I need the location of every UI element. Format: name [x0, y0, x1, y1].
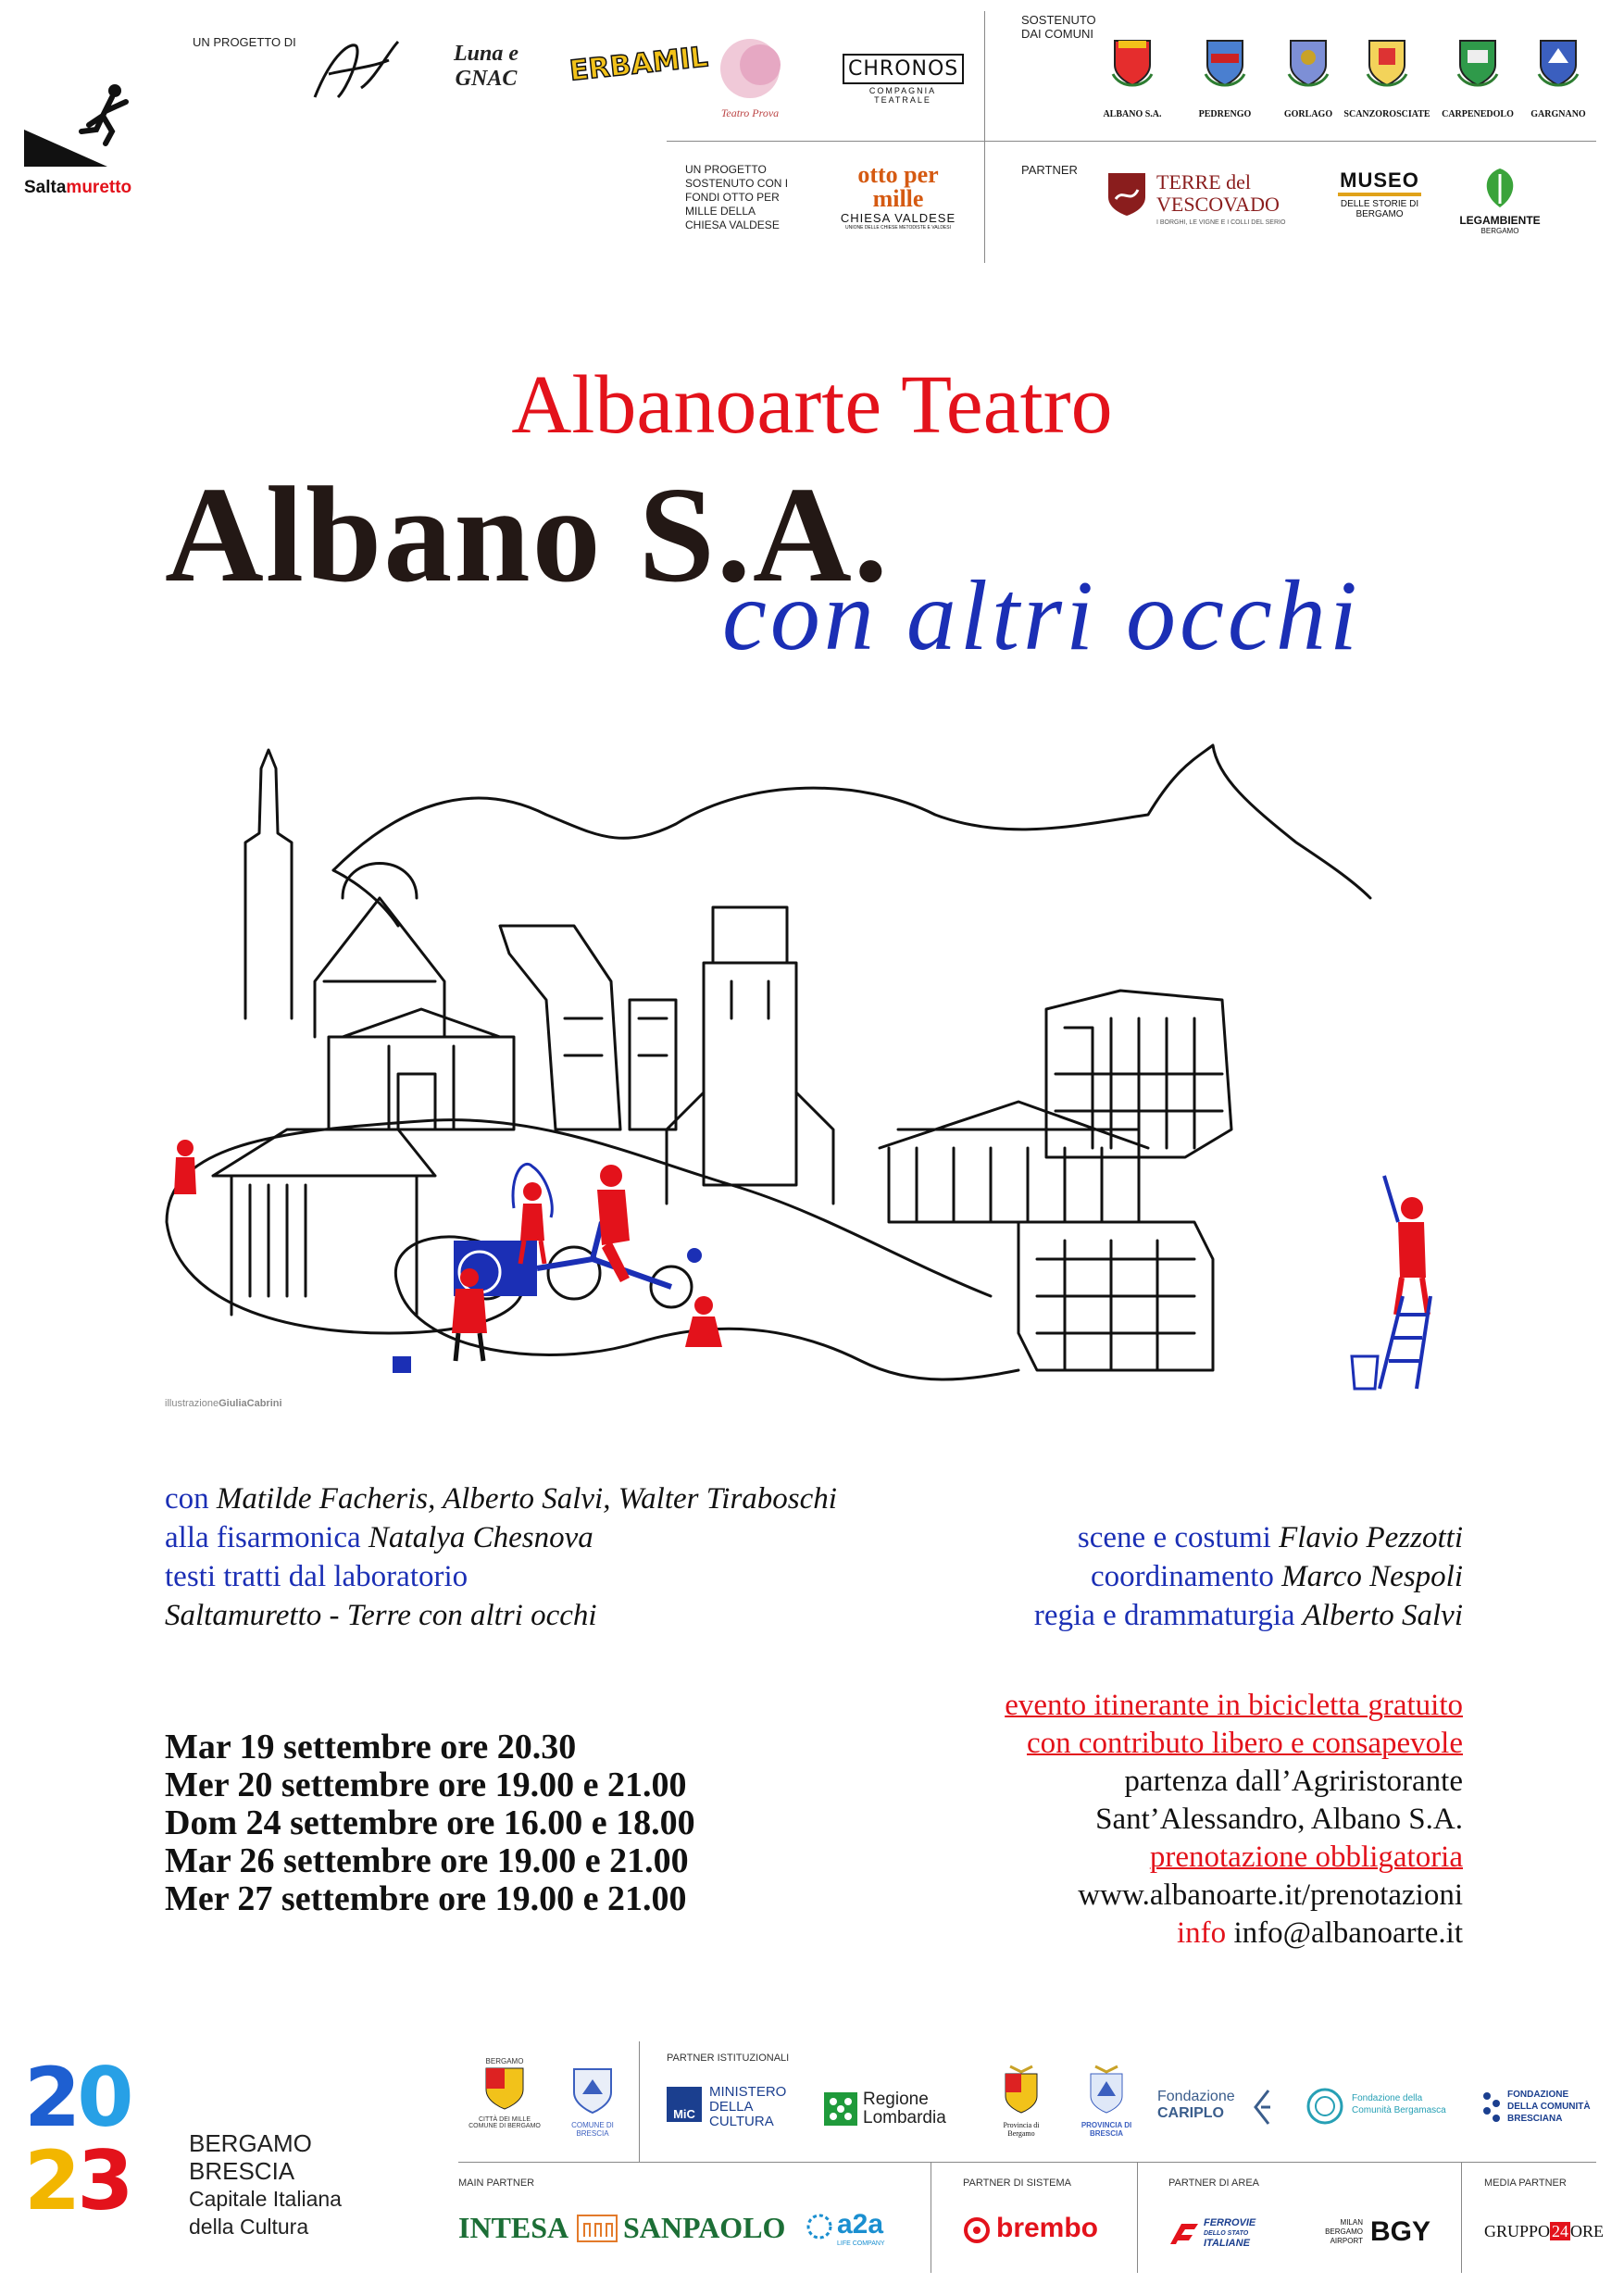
ottopermille-unione: UNIONE DELLE CHIESE METODISTE E VALDESI [844, 225, 951, 231]
event-partenza: partenza dall’Agriristorante [1124, 1765, 1463, 1798]
gruppo-ore: ORE [1570, 2222, 1605, 2240]
ferrovie-line2: DELLO STATO [1204, 2230, 1249, 2237]
portico-roof [880, 1102, 1148, 1222]
cariplo-line1: Fondazione [1157, 2089, 1235, 2104]
provincia-brescia-logo [1074, 2065, 1139, 2138]
credit-label: con [165, 1482, 209, 1516]
year-bottom: 23 [24, 2133, 131, 2228]
title-albano-sa: Albano S.A. [165, 459, 890, 611]
ministero-line2: DELLA [709, 2099, 754, 2115]
chronos-subtext: COMPAGNIA TEATRALE [868, 86, 937, 105]
label-main-partner: MAIN PARTNER [458, 2177, 535, 2189]
crest-scanzorosciate-icon [1366, 37, 1408, 89]
crest-gargnano-icon [1537, 37, 1580, 89]
bgy-logo [1313, 2216, 1433, 2253]
paint-bucket [1352, 1356, 1378, 1389]
label-istituzionali: PARTNER ISTITUZIONALI [667, 2053, 790, 2064]
crest-pedrengo-icon [1204, 37, 1246, 89]
label-partner-area: PARTNER DI AREA [1168, 2177, 1260, 2189]
comunita-bs-line3: BRESCIANA [1507, 2114, 1563, 2124]
capital-cultura: della Cultura [189, 2215, 309, 2239]
girl-left-figure [174, 1140, 196, 1194]
comune-albano: ALBANO S.A. [1103, 109, 1162, 119]
event-itinerante: evento itinerante in bicicletta gratuito [1005, 1689, 1463, 1722]
hills-outline [333, 745, 1370, 898]
comunita-bs-dots-icon [1481, 2090, 1504, 2124]
ferrovie-line3: ITALIANE [1204, 2238, 1250, 2249]
prov-bergamo-label: Provincia di Bergamo [1003, 2121, 1040, 2138]
capitale-cultura-logo [24, 2050, 394, 2270]
terre-shield-icon [1106, 171, 1147, 218]
bergamo-sub: CITTÀ DEI MILLE [478, 2116, 531, 2123]
footer-hdivider [458, 2162, 1596, 2163]
brescia-label: COMUNE DI BRESCIA [571, 2121, 614, 2138]
intesa-symbol-icon [577, 2215, 618, 2242]
info-email-link[interactable]: info@albanoarte.it [1233, 1916, 1463, 1950]
label-media-partner: MEDIA PARTNER [1484, 2177, 1567, 2189]
comune-bergamo-logo [458, 2057, 551, 2129]
brembo-logo [963, 2213, 1120, 2250]
comune-gargnano: GARGNANO [1530, 109, 1586, 119]
footer-divider-3 [1137, 2162, 1138, 2273]
credit-name2: Cabrini [246, 1398, 282, 1409]
ladder [1380, 1296, 1430, 1389]
ottopermille-logo [838, 163, 958, 231]
ottopermille-text: otto per mille [857, 161, 939, 212]
crest-carpenedolo-icon [1456, 37, 1499, 89]
comune-gorlago: GORLAGO [1283, 109, 1333, 119]
erbamil-text: ERBAMIL [568, 41, 710, 88]
a2a-circle-icon [806, 2213, 833, 2240]
jumping-figure-icon [24, 74, 172, 176]
comunita-bs-line2: DELLA COMUNITÀ [1507, 2102, 1591, 2112]
event-info-line [722, 1915, 1463, 1953]
capital-brescia: BRESCIA [189, 2157, 295, 2185]
credit-value: Saltamuretto - Terre con altri occhi [165, 1599, 597, 1632]
bgy-text: BGY [1370, 2216, 1431, 2247]
credit-scene [833, 1518, 1463, 1557]
chronos-text: CHRONOS [843, 54, 964, 84]
brembo-circle-icon [963, 2216, 991, 2244]
legambiente-logo [1449, 167, 1551, 235]
bell-tower [245, 750, 292, 1018]
terre-subtext: I BORGHI, LE VIGNE E I COLLI DEL SERIO [1156, 219, 1286, 226]
event-info [722, 1687, 1463, 1953]
credits-right [833, 1518, 1463, 1635]
museo-logo [1338, 168, 1421, 219]
comune-pedrengo: PEDRENGO [1198, 109, 1252, 119]
ferrovie-line1: FERROVIE [1204, 2217, 1256, 2228]
bgy-small: MILAN BERGAMO AIRPORT [1325, 2218, 1363, 2245]
credit-prefix: illustrazione [165, 1398, 219, 1409]
mic-badge: MiC [667, 2087, 702, 2122]
comunita-bg-line1: Fondazione della [1352, 2093, 1423, 2103]
brand-part1: Salta [24, 178, 67, 197]
central-building [500, 926, 620, 1129]
label-fondi: UN PROGETTO SOSTENUTO CON I FONDI OTTO PER MILLE DELLA CHIESA VALDESE [685, 163, 789, 231]
rosa-camuna-icon [824, 2092, 857, 2126]
comunita-bg-line2: Comunità Bergamasca [1352, 2105, 1446, 2115]
gruppo-24: 24 [1552, 2222, 1569, 2240]
fs-arrow-icon [1168, 2220, 1200, 2248]
a-signature-logo [306, 32, 407, 106]
gruppo24ore-logo [1484, 2222, 1604, 2241]
regione-line2: Lombardia [863, 2108, 946, 2128]
credit-value: Matilde Facheris, Alberto Salvi, Walter Tiraboschi [216, 1482, 837, 1516]
child-balloon-figure [685, 1296, 722, 1347]
capital-italiana: Capitale Italiana [189, 2187, 342, 2211]
event-website-link[interactable]: www.albanoarte.it/prenotazioni [1078, 1878, 1463, 1912]
provincia-bergamo-logo [989, 2065, 1054, 2138]
teatro-prova-circle-icon [699, 37, 801, 102]
a2a-logo [806, 2209, 907, 2255]
chronos-logo [843, 54, 963, 105]
houses-mid [630, 1000, 676, 1129]
comune-brescia-logo [556, 2066, 630, 2138]
credit-value: Marco Nespoli [1281, 1560, 1463, 1593]
crest-gorlago-icon [1287, 37, 1330, 89]
pergola [213, 1129, 435, 1315]
regione-line1: Regione [863, 2090, 929, 2109]
illustration-credit [165, 1398, 282, 1409]
blue-ball [687, 1248, 702, 1263]
brembo-text: brembo [996, 2213, 1099, 2243]
paint-roller [1384, 1176, 1398, 1222]
label-progetto: UN PROGETTO DI [193, 35, 296, 49]
fondazione-cariplo-logo [1157, 2087, 1278, 2133]
legambiente-subtext: BERGAMO [1480, 227, 1519, 235]
credit-label: scene e costumi [1077, 1521, 1271, 1554]
small-bucket [393, 1356, 411, 1373]
title-albanoarte-teatro: Albanoarte Teatro [511, 359, 1113, 451]
event-prenotazione: prenotazione obbligatoria [1149, 1841, 1463, 1874]
prov-bergamo-crest-icon [1003, 2065, 1040, 2116]
credit-cast [165, 1479, 998, 1518]
cariplo-line2: CARIPLO [1157, 2105, 1224, 2121]
title-con-altri-occhi: con altri occhi [722, 561, 1361, 671]
bergamo-top: BERGAMO [485, 2057, 524, 2065]
castle-tower [667, 907, 833, 1204]
label-sostenuto: SOSTENUTO DAI COMUNI [1021, 13, 1096, 41]
comune-scanzorosciate: SCANZOROSCIATE [1343, 109, 1430, 119]
header-divider [984, 11, 985, 263]
legambiente-leaf-icon [1480, 167, 1520, 209]
comune-carpenedolo: CARPENEDOLO [1442, 109, 1514, 119]
comunita-bs-line1: FONDAZIONE [1507, 2090, 1569, 2100]
crest-albano-icon [1111, 37, 1154, 89]
credit-regia [833, 1596, 1463, 1635]
erbamil-logo [568, 41, 710, 87]
date-item: Mar 19 settembre ore 20.30 [165, 1728, 577, 1766]
gruppo-text: GRUPPO [1484, 2222, 1551, 2240]
teatro-prova-logo [699, 37, 801, 120]
museo-subtext: DELLE STORIE DI BERGAMO [1340, 199, 1419, 219]
terre-text: TERRE del VESCOVADO [1156, 170, 1280, 216]
year-top: 20 [24, 2050, 131, 2145]
label-partner-sistema: PARTNER DI SISTEMA [963, 2177, 1071, 2189]
date-item: Dom 24 settembre ore 16.00 e 18.00 [165, 1803, 695, 1842]
ottopermille-chiesa: CHIESA VALDESE [840, 211, 956, 225]
luna-gnac-text: Luna e GNAC [453, 42, 518, 91]
credit-label: alla fisarmonica [165, 1521, 361, 1554]
museo-text: MUSEO [1338, 168, 1421, 196]
fondazione-comunita-bg-logo [1305, 2085, 1463, 2131]
date-item: Mer 20 settembre ore 19.00 e 21.00 [165, 1766, 687, 1804]
legambiente-text: LEGAMBIENTE [1459, 214, 1541, 227]
brescia-crest-icon [571, 2066, 614, 2116]
event-luogo: Sant’Alessandro, Albano S.A. [1095, 1803, 1463, 1836]
church [315, 864, 514, 1130]
footer-divider-1 [639, 2041, 640, 2162]
credit-value: Alberto Salvi [1302, 1599, 1463, 1632]
a2a-text: a2a [837, 2209, 884, 2240]
ministero-line3: CULTURA [709, 2114, 774, 2129]
credit-value: Flavio Pezzotti [1279, 1521, 1463, 1554]
comunita-bg-circle-icon [1305, 2087, 1344, 2126]
credit-label: coordinamento [1090, 1560, 1274, 1593]
credit-label: regia e drammaturgia [1033, 1599, 1295, 1632]
prov-brescia-crest-icon [1088, 2065, 1125, 2116]
bergamo-crest-icon [483, 2065, 526, 2112]
luna-gnac-logo [426, 42, 546, 92]
header-hdivider [667, 141, 1596, 142]
fondazione-comunita-bs-logo [1481, 2085, 1602, 2131]
ferrovie-logo [1168, 2216, 1289, 2253]
dates-list [165, 1728, 695, 1918]
apartment-block [1046, 991, 1231, 1157]
a2a-subtext: LIFE COMPANY [837, 2240, 885, 2247]
terrace-building [1018, 1222, 1213, 1370]
ministero-logo [667, 2081, 806, 2146]
info-label: info [1177, 1916, 1227, 1950]
brand-part2: muretto [66, 178, 132, 197]
ministero-line1: MINISTERO [709, 2084, 787, 2100]
intesa-text: INTESA [458, 2211, 569, 2244]
bergamo-label: COMUNE DI BERGAMO [468, 2123, 541, 2129]
town-illustration [157, 741, 1472, 1398]
teatro-prova-text: Teatro Prova [720, 106, 780, 119]
credit-value: Natalya Chesnova [368, 1521, 593, 1554]
prov-brescia-label: PROVINCIA DI BRESCIA [1081, 2121, 1132, 2138]
capital-bergamo: BERGAMO [189, 2129, 312, 2157]
saltamuretto-logo [24, 74, 172, 204]
sanpaolo-text: SANPAOLO [623, 2211, 786, 2244]
date-item: Mer 27 settembre ore 19.00 e 21.00 [165, 1879, 687, 1918]
credit-label: testi tratti dal laboratorio [165, 1560, 468, 1593]
label-partner: PARTNER [1021, 163, 1078, 177]
intesa-sanpaolo-logo [458, 2211, 786, 2248]
footer-divider-4 [1461, 2162, 1462, 2273]
credit-coordinamento [833, 1557, 1463, 1596]
cariplo-symbol-icon [1250, 2089, 1272, 2126]
date-item: Mar 26 settembre ore 19.00 e 21.00 [165, 1841, 689, 1880]
regione-lombardia-logo [824, 2089, 972, 2135]
credit-name1: Giulia [219, 1398, 247, 1409]
event-contributo: con contributo libero e consapevole [1026, 1727, 1463, 1760]
